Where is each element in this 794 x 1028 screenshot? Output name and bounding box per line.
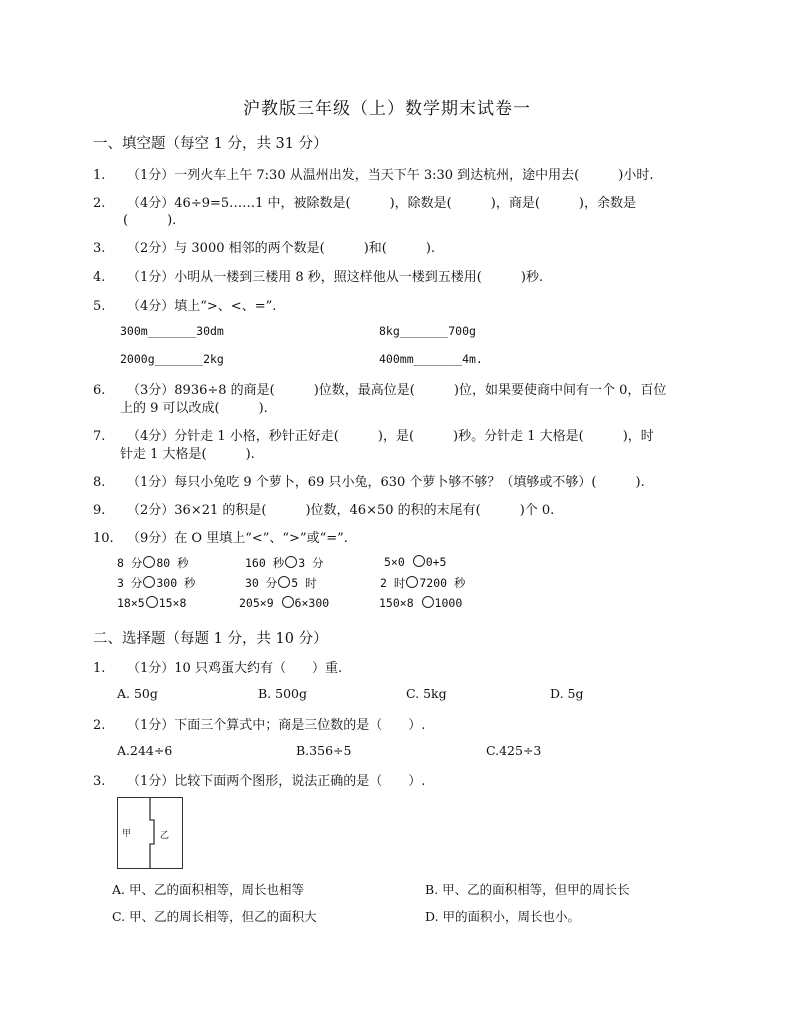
question-text: （4分）46÷9=5……1 中，被除数是( )，除数是( )，商是( )，余数是 (127, 196, 636, 211)
question-text: （1分）一列火车上午 7:30 从温州出发，当天下午 3:30 到达杭州，途中用去( )小时. (127, 168, 654, 183)
option-b[interactable]: B.356÷5 (296, 743, 352, 758)
left-expr: 3 分 (117, 576, 143, 590)
blank-circle[interactable] (285, 556, 297, 568)
q5-item: 2000g_______2kg (120, 352, 224, 366)
right-expr: 0+5 (425, 555, 447, 569)
blank-circle[interactable] (146, 596, 158, 608)
page-title: 沪教版三年级（上）数学期末试卷一 (243, 99, 531, 119)
q10-item (380, 575, 465, 591)
question-3 (93, 237, 435, 256)
question-text: （3分）8936÷8 的商是( )位数，最高位是( )位，如果要使商中间有一个 0，百位 (127, 383, 667, 398)
choice-question-2 (93, 714, 425, 733)
choice-question-1 (93, 657, 342, 676)
q5-item: 300m_______30dm (120, 324, 224, 338)
blank-circle[interactable] (413, 555, 425, 567)
right-expr: 15×8 (158, 596, 187, 610)
q5-item: 8kg_______700g (379, 324, 476, 338)
right-expr: 5 时 (291, 576, 317, 590)
option-a[interactable]: A. 50g (117, 686, 158, 701)
question-number: 9. (93, 503, 106, 518)
question-9 (93, 499, 554, 518)
question-number: 2. (93, 196, 106, 211)
right-expr: 7200 秒 (419, 576, 466, 590)
left-expr: 5×0 (384, 555, 412, 569)
option-a[interactable]: A.244÷6 (117, 743, 173, 758)
question-text: （4分）填上“>、<、=”. (127, 299, 277, 314)
question-text: （1分）下面三个算式中；商是三位数的是（ ）. (127, 718, 426, 733)
q10-item (117, 555, 189, 571)
shape-label-jia: 甲 (122, 829, 132, 839)
blank-circle[interactable] (143, 556, 155, 568)
question-text: （4分）分针走 1 小格，秒针正好走( )，是( )秒。分针走 1 大格是( )，时 (127, 429, 654, 444)
left-expr: 160 秒 (245, 556, 285, 570)
choice-question-3 (93, 770, 425, 789)
q10-item (245, 555, 324, 571)
left-expr: 2 时 (380, 576, 406, 590)
section-1-heading: 一、填空题（每空 1 分，共 31 分） (93, 136, 328, 152)
question-number: 10. (93, 531, 114, 546)
option-a[interactable]: A. 甲、乙的面积相等，周长也相等 (112, 882, 304, 897)
question-number: 1. (93, 661, 106, 676)
question-5 (93, 295, 276, 314)
left-expr: 150×8 (379, 596, 421, 610)
option-b[interactable]: B. 甲、乙的面积相等，但甲的周长长 (425, 882, 630, 897)
option-c[interactable]: C. 甲、乙的周长相等，但乙的面积大 (112, 909, 317, 924)
q10-item (239, 596, 329, 610)
blank-circle[interactable] (406, 576, 418, 588)
question-number: 3. (93, 774, 106, 789)
q10-item (245, 575, 317, 591)
question-number: 7. (93, 429, 106, 444)
blank-circle[interactable] (143, 576, 155, 588)
question-7-cont: 针走 1 大格是( ). (120, 447, 255, 462)
q10-item (117, 596, 186, 610)
question-number: 2. (93, 718, 106, 733)
right-expr: 1000 (434, 596, 463, 610)
question-10 (93, 527, 348, 546)
question-number: 8. (93, 475, 106, 490)
question-text: （1分）小明从一楼到三楼用 8 秒，照这样他从一楼到五楼用( )秒. (127, 270, 544, 285)
q5-item: 400mm_______4m. (379, 352, 483, 366)
question-number: 4. (93, 270, 106, 285)
right-expr: 80 秒 (156, 556, 189, 570)
option-b[interactable]: B. 500g (258, 686, 307, 701)
left-expr: 205×9 (239, 596, 281, 610)
question-8 (93, 471, 645, 490)
option-c[interactable]: C.425÷3 (486, 743, 542, 758)
option-d[interactable]: D. 甲的面积小，周长也小。 (425, 909, 581, 924)
option-d[interactable]: D. 5g (550, 686, 584, 701)
shape-label-yi: 乙 (160, 831, 170, 841)
question-text: （2分）与 3000 相邻的两个数是( )和( ). (127, 241, 436, 256)
left-expr: 18×5 (117, 596, 145, 610)
section-2-heading: 二、选择题（每题 1 分，共 10 分） (93, 631, 328, 647)
left-expr: 8 分 (117, 556, 143, 570)
q10-item (117, 575, 196, 591)
question-6-cont: 上的 9 可以改成( ). (120, 401, 268, 416)
blank-circle[interactable] (282, 596, 294, 608)
question-number: 1. (93, 168, 106, 183)
blank-circle[interactable] (422, 596, 434, 608)
question-1 (93, 164, 653, 183)
q10-item (384, 555, 446, 569)
question-text: （2分）36×21 的积是( )位数，46×50 的积的末尾有( )个 0. (127, 503, 555, 518)
option-c[interactable]: C. 5kg (406, 686, 447, 701)
left-expr: 30 分 (245, 576, 278, 590)
question-text: （1分）比较下面两个图形，说法正确的是（ ）. (127, 774, 426, 789)
question-text: （1分）每只小兔吃 9 个萝卜，69 只小兔，630 个萝卜够不够？（填够或不够）( ). (127, 475, 645, 490)
question-text: （9分）在 O 里填上“<”、“>”或“=”. (127, 531, 348, 546)
question-6 (93, 379, 666, 398)
question-number: 5. (93, 299, 106, 314)
question-number: 6. (93, 383, 106, 398)
question-text: （1分）10 只鸡蛋大约有（ ）重. (127, 661, 343, 676)
question-7 (93, 425, 654, 444)
question-number: 3. (93, 241, 106, 256)
shape-figure (117, 797, 183, 869)
right-expr: 300 秒 (156, 576, 196, 590)
question-2-cont: ( ). (123, 213, 177, 228)
right-expr: 6×300 (294, 596, 330, 610)
right-expr: 3 分 (298, 556, 324, 570)
question-4 (93, 266, 543, 285)
blank-circle[interactable] (278, 576, 290, 588)
q10-item (379, 596, 462, 610)
